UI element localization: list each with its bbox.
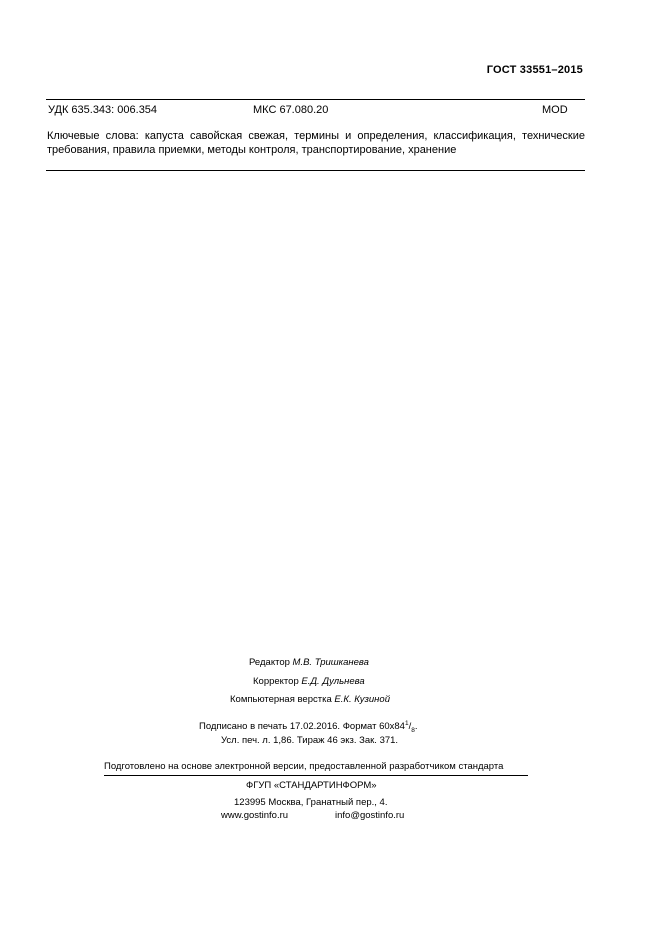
website-link[interactable]: www.gostinfo.ru: [221, 810, 289, 821]
layout-name: Е.К. Кузиной: [334, 694, 390, 705]
standard-code: ГОСТ 33551–2015: [486, 64, 583, 76]
layout-line: [230, 694, 390, 705]
keywords-line-2: требования, правила приемки, методы контроля, транспортирование, хранение: [47, 143, 457, 156]
keywords-rule: [46, 170, 585, 171]
imprint-rule: [104, 775, 528, 776]
format-sup: 1: [404, 720, 409, 727]
email-link[interactable]: info@gostinfo.ru: [335, 810, 405, 821]
top-rule: [46, 99, 585, 100]
corrector-name: Е.Д. Дульнева: [301, 676, 365, 687]
print-line: Усл. печ. л. 1,86. Тираж 46 экз. Зак. 371.: [221, 735, 399, 746]
mks-code: МКС 67.080.20: [253, 104, 329, 116]
layout-label: Компьютерная верстка: [230, 694, 332, 705]
signed-text: Подписано в печать 17.02.2016. Формат 60х84: [199, 721, 405, 733]
udc-code: УДК 635.343: 006.354: [48, 104, 158, 116]
address: 123995 Москва, Гранатный пер., 4.: [234, 797, 388, 808]
editor-name: М.В. Тришканева: [292, 657, 369, 668]
signed-line: Подписано в печать 17.02.2016. Формат $60х84^1/_8$.: [199, 720, 418, 735]
keywords: [47, 130, 585, 157]
corrector-line: [253, 676, 365, 687]
format-sub: 8: [411, 727, 415, 735]
corrector-label: Корректор: [253, 676, 299, 687]
prepared-line: Подготовлено на основе электронной версии, предоставленной разработчиком стандарта: [104, 761, 504, 772]
editor-line: [249, 657, 369, 668]
format-end: .: [414, 721, 418, 733]
publisher: ФГУП «СТАНДАРТИНФОРМ»: [246, 780, 377, 791]
editor-label: Редактор: [249, 657, 290, 668]
mod-label: MOD: [542, 104, 568, 116]
keywords-line-1: Ключевые слова: капуста савойская свежая, термины и определения, классификация, технические: [47, 130, 585, 142]
